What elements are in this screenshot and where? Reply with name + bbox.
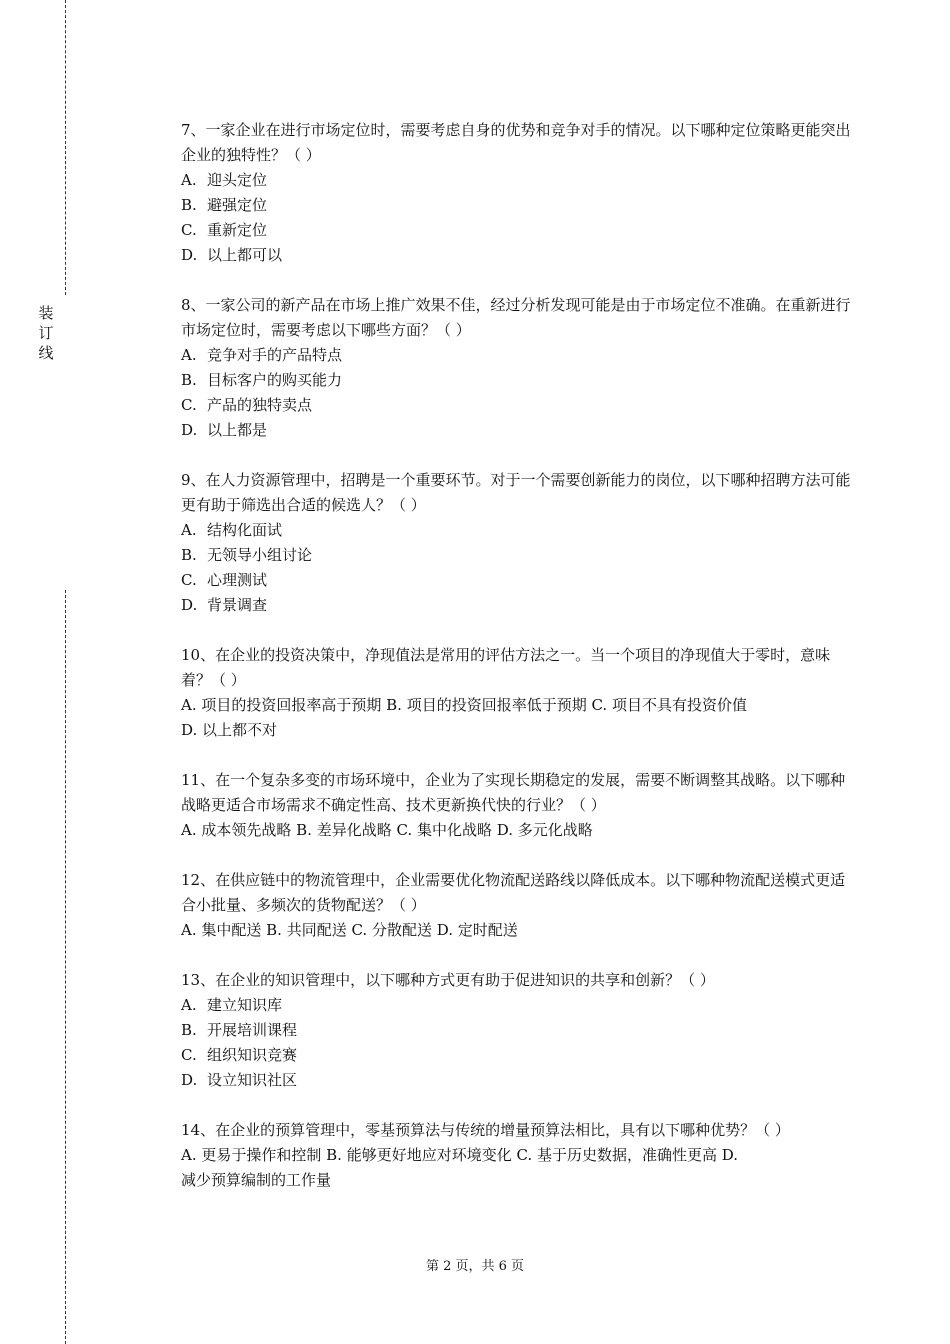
question-11 xyxy=(181,768,851,843)
question-14 xyxy=(181,1118,851,1193)
option-a[interactable] xyxy=(181,993,851,1018)
question-13 xyxy=(181,968,851,1093)
question-7 xyxy=(181,118,851,268)
option-b[interactable] xyxy=(181,193,851,218)
option-a[interactable] xyxy=(181,343,851,368)
option-text: 产品的独特卖点 xyxy=(207,396,313,414)
question-stem: 13、在企业的知识管理中，以下哪种方式更有助于促进知识的共享和创新？（ ） xyxy=(181,971,715,989)
option-b[interactable] xyxy=(181,1018,851,1043)
option-letter: C. xyxy=(181,221,197,239)
option-text: 无领导小组讨论 xyxy=(207,546,313,564)
option-text: 设立知识社区 xyxy=(207,1071,298,1089)
options-line[interactable]: 减少预算编制的工作量 xyxy=(181,1171,332,1189)
option-letter: A. xyxy=(181,171,197,189)
page-number: 第 2 页，共 6 页 xyxy=(425,1259,525,1274)
option-text: 开展培训课程 xyxy=(207,1021,298,1039)
option-letter: C. xyxy=(181,571,197,589)
option-c[interactable] xyxy=(181,568,851,593)
option-c[interactable] xyxy=(181,1043,851,1068)
option-letter: D. xyxy=(181,421,198,439)
question-stem: 10、在企业的投资决策中，净现值法是常用的评估方法之一。当一个项目的净现值大于零时，意味着？（ ） xyxy=(181,646,831,689)
question-stem: 7、一家企业在进行市场定位时，需要考虑自身的优势和竞争对手的情况。以下哪种定位策略更能突出企业的独特性？（ ） xyxy=(181,121,851,164)
binding-line-top xyxy=(65,0,66,295)
question-stem: 11、在一个复杂多变的市场环境中，企业为了实现长期稳定的发展，需要不断调整其战略。以下哪种战略更适合市场需求不确定性高、技术更新换代快的行业？（ ） xyxy=(181,771,846,814)
option-letter: A. xyxy=(181,346,197,364)
question-8 xyxy=(181,293,851,443)
option-text: 心理测试 xyxy=(207,571,268,589)
option-text: 组织知识竞赛 xyxy=(207,1046,298,1064)
options-line[interactable]: A. 更易于操作和控制 B. 能够更好地应对环境变化 C. 基于历史数据，准确性更高 D. xyxy=(181,1146,738,1164)
option-letter: D. xyxy=(181,596,198,614)
option-text: 迎头定位 xyxy=(207,171,268,189)
question-9 xyxy=(181,468,851,618)
option-text: 目标客户的购买能力 xyxy=(207,371,343,389)
option-a[interactable] xyxy=(181,168,851,193)
option-letter: D. xyxy=(181,1071,198,1089)
option-letter: D. xyxy=(181,246,198,264)
option-text: 重新定位 xyxy=(207,221,268,239)
option-text: 以上都可以 xyxy=(207,246,283,264)
option-text: 结构化面试 xyxy=(207,521,283,539)
option-d[interactable] xyxy=(181,1068,851,1093)
option-letter: B. xyxy=(181,196,197,214)
option-text: 背景调查 xyxy=(207,596,268,614)
option-letter: B. xyxy=(181,371,197,389)
option-b[interactable] xyxy=(181,368,851,393)
option-d[interactable] xyxy=(181,243,851,268)
option-c[interactable] xyxy=(181,393,851,418)
binding-label xyxy=(36,303,56,363)
question-stem: 12、在供应链中的物流管理中，企业需要优化物流配送路线以降低成本。以下哪种物流配送模式更适合小批量、多频次的货物配送？（ ） xyxy=(181,871,846,914)
question-stem: 9、在人力资源管理中，招聘是一个重要环节。对于一个需要创新能力的岗位，以下哪种招聘方法可能更有助于筛选出合适的候选人？（ ） xyxy=(181,471,851,514)
binding-char: 装 xyxy=(38,304,54,322)
option-letter: C. xyxy=(181,396,197,414)
option-letter: B. xyxy=(181,1021,197,1039)
option-d[interactable] xyxy=(181,418,851,443)
question-stem: 8、一家公司的新产品在市场上推广效果不佳，经过分析发现可能是由于市场定位不准确。在重新进行市场定位时，需要考虑以下哪些方面？（ ） xyxy=(181,296,851,339)
binding-char: 线 xyxy=(38,344,54,362)
option-letter: A. xyxy=(181,996,197,1014)
option-letter: B. xyxy=(181,546,197,564)
options-line[interactable]: A. 项目的投资回报率高于预期 B. 项目的投资回报率低于预期 C. 项目不具有投资价值 xyxy=(181,696,747,714)
question-12 xyxy=(181,868,851,943)
option-letter: C. xyxy=(181,1046,197,1064)
options-line[interactable]: A. 集中配送 B. 共同配送 C. 分散配送 D. 定时配送 xyxy=(181,921,518,939)
options-line[interactable]: D. 以上都不对 xyxy=(181,721,278,739)
question-10 xyxy=(181,643,851,743)
option-b[interactable] xyxy=(181,543,851,568)
option-c[interactable] xyxy=(181,218,851,243)
binding-char: 订 xyxy=(38,324,54,342)
option-a[interactable] xyxy=(181,518,851,543)
option-text: 建立知识库 xyxy=(207,996,283,1014)
option-d[interactable] xyxy=(181,593,851,618)
option-text: 以上都是 xyxy=(207,421,268,439)
options-line[interactable]: A. 成本领先战略 B. 差异化战略 C. 集中化战略 D. 多元化战略 xyxy=(181,821,593,839)
option-text: 竞争对手的产品特点 xyxy=(207,346,343,364)
question-stem: 14、在企业的预算管理中，零基预算法与传统的增量预算法相比，具有以下哪种优势？（ ） xyxy=(181,1121,790,1139)
option-letter: A. xyxy=(181,521,197,539)
binding-line-bottom xyxy=(65,590,66,1344)
question-list xyxy=(181,118,851,1218)
option-text: 避强定位 xyxy=(207,196,268,214)
